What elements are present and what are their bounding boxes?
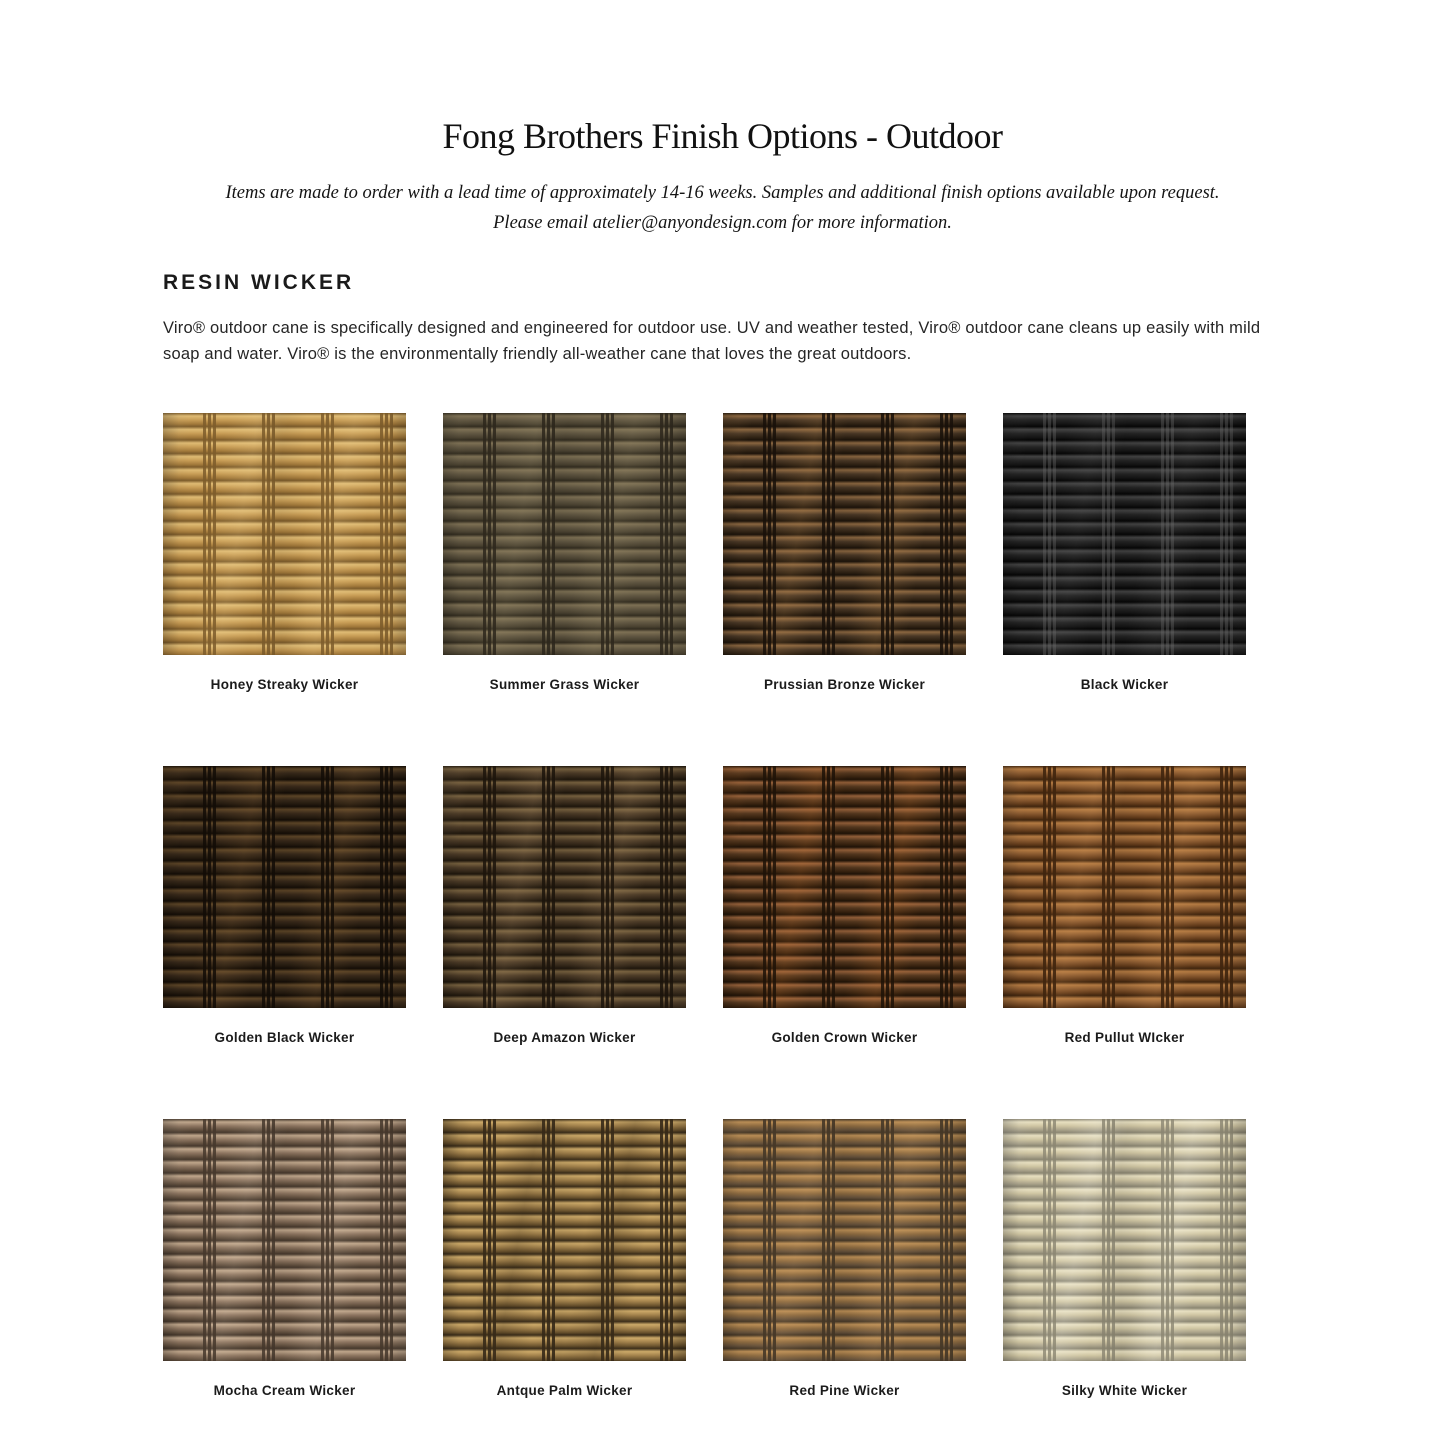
swatch-label: Summer Grass Wicker (489, 676, 640, 692)
swatch-image-red-pine (723, 1119, 966, 1361)
swatch-image-golden-black (163, 766, 406, 1008)
swatch-label: Red Pullut WIcker (1064, 1029, 1185, 1045)
swatch-card (1003, 766, 1246, 1045)
swatch-card (163, 1119, 406, 1398)
swatch-image-golden-crown (723, 766, 966, 1008)
swatch-grid (163, 413, 1282, 1398)
swatch-label: Prussian Bronze Wicker (763, 676, 926, 692)
swatch-image-black (1003, 413, 1246, 655)
swatch-image-deep-amazon (443, 766, 686, 1008)
swatch-label: Silky White Wicker (1061, 1382, 1188, 1398)
swatch-card (443, 766, 686, 1045)
swatch-card (163, 413, 406, 692)
swatch-label: Golden Black Wicker (214, 1029, 355, 1045)
swatch-card (1003, 413, 1246, 692)
swatch-image-red-pullut (1003, 766, 1246, 1008)
swatch-label: Antque Palm Wicker (496, 1382, 633, 1398)
section-title-resin-wicker: RESIN WICKER (163, 270, 355, 294)
swatch-card (1003, 1119, 1246, 1398)
page-header (163, 116, 1282, 239)
swatch-card (443, 413, 686, 692)
swatch-card (163, 766, 406, 1045)
lead-time-note-line-1: Items are made to order with a lead time of approximately 14-16 weeks. Samples and additional finish options available upon request. (225, 183, 1220, 204)
lead-time-note (163, 179, 1282, 238)
swatch-label: Mocha Cream Wicker (213, 1382, 356, 1398)
swatch-image-summer-grass (443, 413, 686, 655)
page-title: Fong Brothers Finish Options - Outdoor (442, 116, 1003, 156)
section-description: Viro® outdoor cane is specifically designed and engineered for outdoor use. UV and weather tested, Viro® outdoor cane cleans up easily with mild soap and water. Viro® is the environmentally friendly all-weather cane that loves the great outdoors. (163, 318, 1261, 363)
swatch-image-mocha-cream (163, 1119, 406, 1361)
swatch-label: Black Wicker (1080, 676, 1169, 692)
swatch-label: Golden Crown Wicker (771, 1029, 918, 1045)
swatch-label: Red Pine Wicker (789, 1382, 900, 1398)
swatch-card (723, 413, 966, 692)
swatch-image-prussian-bronze (723, 413, 966, 655)
lead-time-note-line-2: Please email atelier@anyondesign.com for more information. (493, 212, 952, 233)
swatch-image-honey-streaky (163, 413, 406, 655)
swatch-label: Honey Streaky Wicker (210, 676, 359, 692)
swatch-image-antque-palm (443, 1119, 686, 1361)
swatch-image-silky-white (1003, 1119, 1246, 1361)
swatch-card (443, 1119, 686, 1398)
swatch-card (723, 1119, 966, 1398)
swatch-label: Deep Amazon Wicker (493, 1029, 636, 1045)
swatch-card (723, 766, 966, 1045)
